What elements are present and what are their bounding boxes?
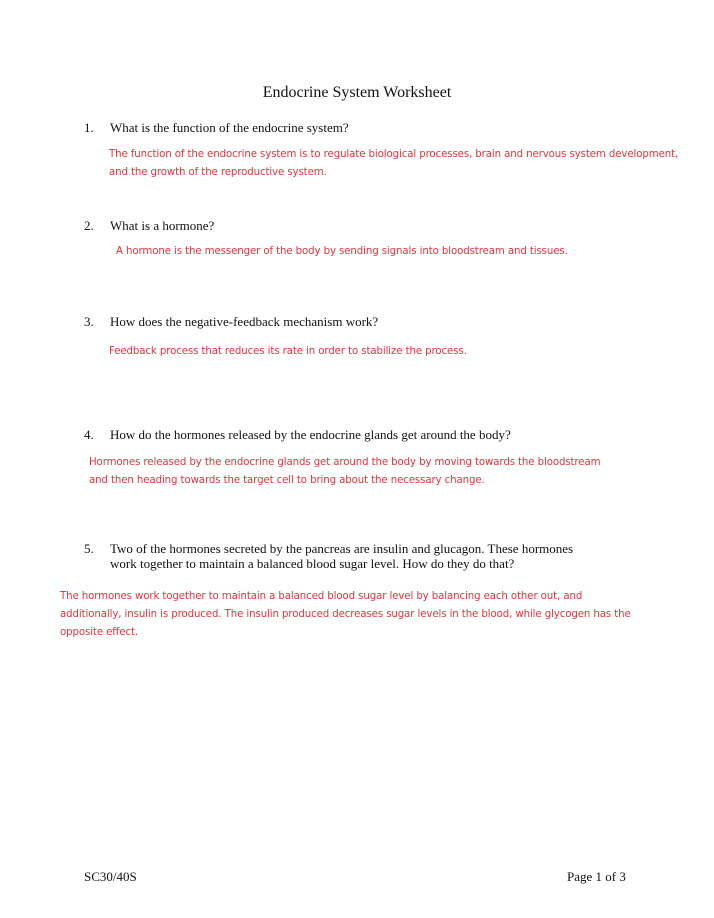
footer-page-number: Page 1 of 3 [567,869,626,884]
question-text-line: Two of the hormones secreted by the pancreas are insulin and glucagon. These hormones [110,541,574,556]
answer-line: The function of the endocrine system is to regulate biological processes, brain and nervous system development, [109,149,679,160]
question-text [110,541,630,571]
answer-1 [109,146,678,182]
answer-line: Feedback process that reduces its rate in order to stabilize the process. [109,346,467,357]
question-text: How do the hormones released by the endocrine glands get around the body? [110,427,511,442]
answer-line: additionally, insulin is produced. The insulin produced decreases sugar levels in the blood, while glycogen has the [60,609,631,620]
question-number: 2. [84,218,94,233]
question-4 [84,427,630,442]
question-text: What is the function of the endocrine system? [110,120,349,135]
question-number: 3. [84,314,94,329]
question-number: 5. [84,541,94,556]
question-5 [84,541,630,571]
question-number: 1. [84,120,94,135]
question-2 [84,218,630,233]
question-text: What is a hormone? [110,218,215,233]
answer-line: The hormones work together to maintain a balanced blood sugar level by balancing each other out, and [60,591,583,602]
answer-4 [89,454,600,490]
answer-2 [116,243,568,261]
answer-3 [109,343,467,361]
question-1 [84,120,630,135]
answer-line: Hormones released by the endocrine glands get around the body by moving towards the bloodstream [89,457,601,468]
question-text-line: work together to maintain a balanced blood sugar level. How do they do that? [110,556,515,571]
answer-line: and the growth of the reproductive system. [109,167,327,178]
question-3 [84,314,630,329]
answer-line: opposite effect. [60,627,138,638]
question-number: 4. [84,427,94,442]
question-text: How does the negative-feedback mechanism work? [110,314,379,329]
page-title: Endocrine System Worksheet [262,84,452,101]
answer-line: and then heading towards the target cell to bring about the necessary change. [89,475,485,486]
answer-5 [60,588,631,642]
answer-line: A hormone is the messenger of the body by sending signals into bloodstream and tissues. [116,246,568,257]
footer-course-code: SC30/40S [84,869,137,884]
